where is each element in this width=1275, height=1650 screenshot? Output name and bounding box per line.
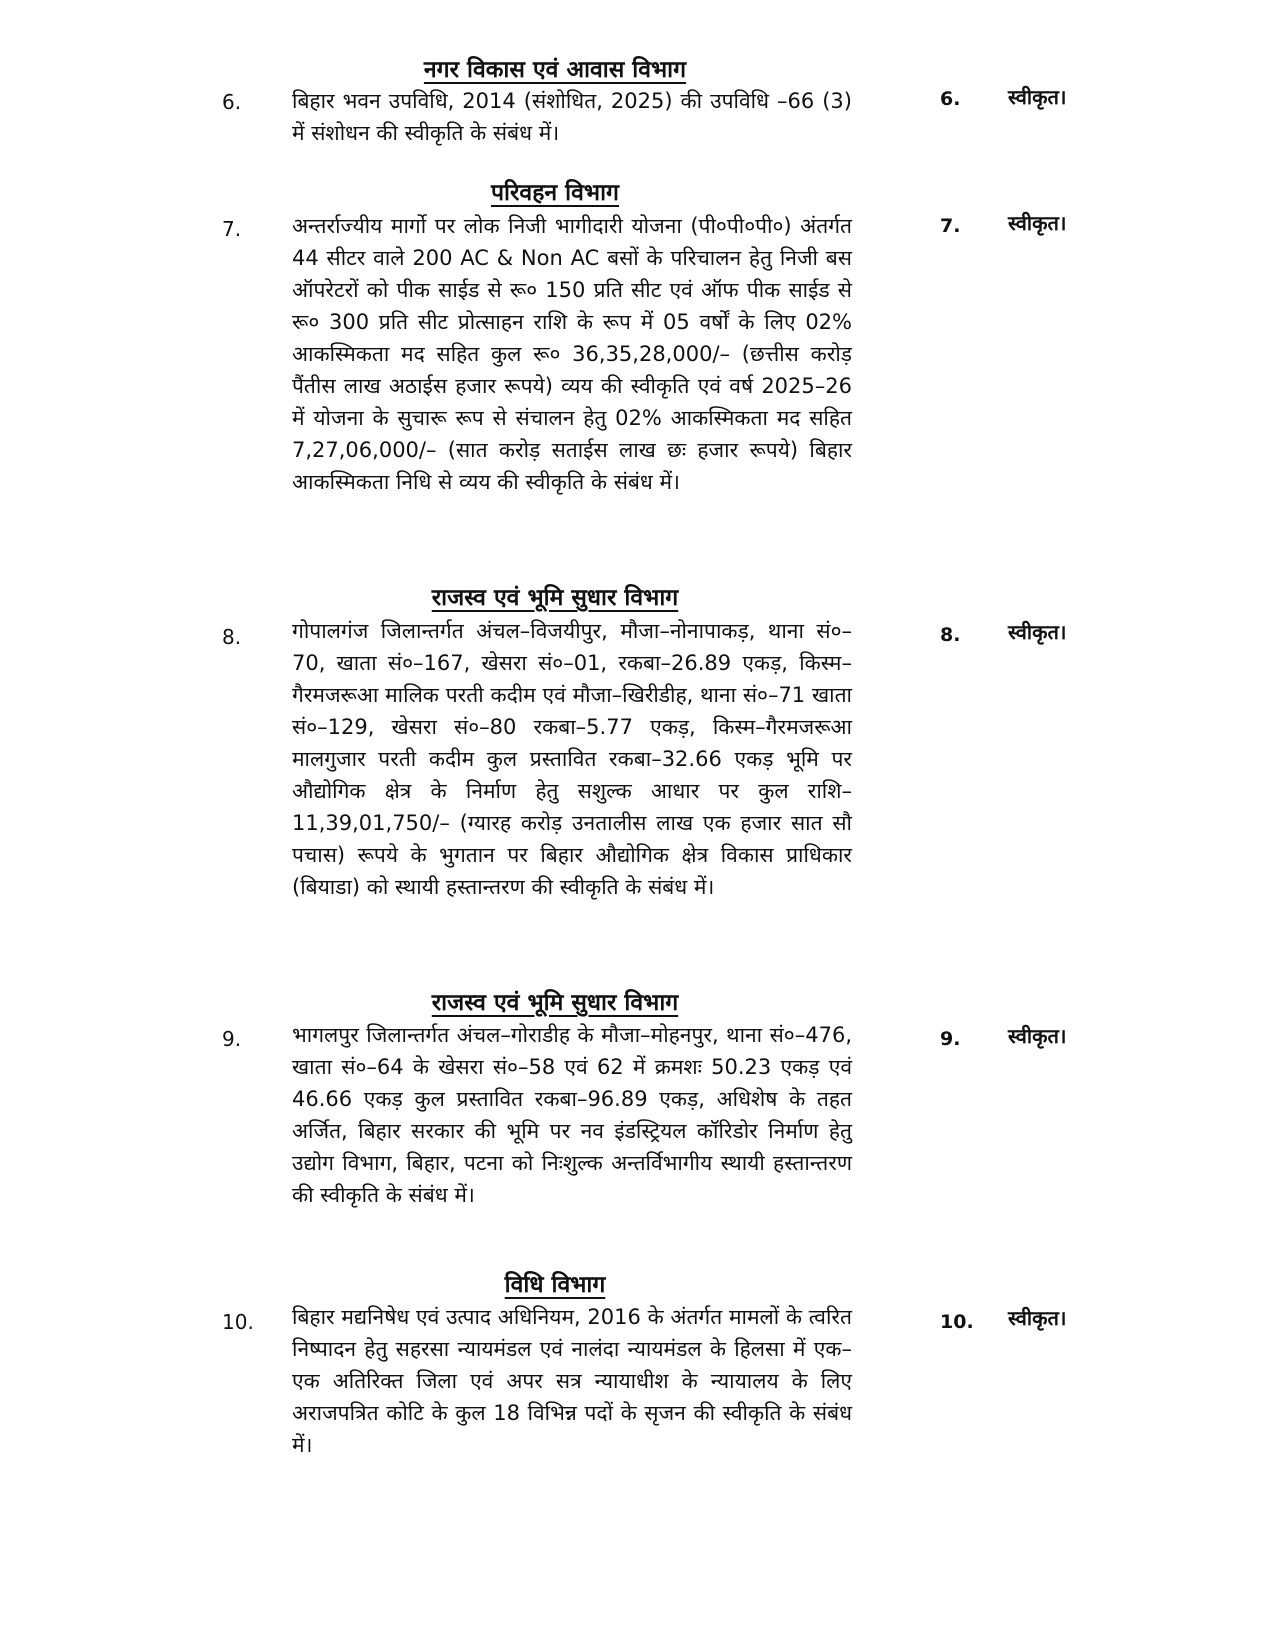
result-status-7: स्वीकृत। — [1008, 211, 1067, 235]
result-number-7: 7. — [940, 215, 961, 237]
result-status-6: स्वीकृत। — [1008, 85, 1067, 109]
department-heading-urban-development: नगर विकास एवं आवास विभाग — [423, 57, 687, 83]
item-text-7: अन्तर्राज्यीय मार्गो पर लोक निजी भागीदारी योजना (पी०पी०पी०) अंतर्गत 44 सीटर वाले 200 AC & Non AC बसों के परिचालन हेतु निजी बस ऑपरेटरों को पीक साईड से रू० 150 प्रति सीट एवं ऑफ पीक साईड से रू० 300 प्रति सीट प्रोत्साहन राशि के रूप में 05 वर्षों के लिए 02% आकस्मिकता मद सहित कुल रू० 36,35,28,000/– (छत्तीस करोड़ पैंतीस लाख अठाईस हजार रूपये) व्यय की स्वीकृति एवं वर्ष 2025–26 में योजना के सुचारू रूप से संचालन हेतु 02% आकस्मिकता मद सहित 7,27,06,000/– (सात करोड़ सताईस लाख छः हजार रूपये) बिहार आकस्मिकता निधि से व्यय की स्वीकृति के संबंध में। — [292, 214, 852, 494]
result-number-10: 10. — [940, 1311, 974, 1333]
item-text-8: गोपालगंज जिलान्तर्गत अंचल–विजयीपुर, मौजा–नोनापाकड़, थाना सं०–70, खाता सं०–167, खेसरा सं०–01, रकबा–26.89 एकड़, किस्म–गैरमजरूआ मालिक परती कदीम एवं मौजा–खिरीडीह, थाना सं०–71 खाता सं०–129, खेसरा सं०–80 रकबा–5.77 एकड़, किस्म–गैरमजरूआ मालगुजार परती कदीम कुल प्रस्तावित रकबा–32.66 एकड़ भूमि पर औद्योगिक क्षेत्र के निर्माण हेतु सशुल्क आधार पर कुल राशि–11,39,01,750/– (ग्यारह करोड़ उनतालीस लाख एक हजार सात सौ पचास) रूपये के भुगतान पर बिहार औद्योगिक क्षेत्र विकास प्राधिकार (बियाडा) को स्थायी हस्तान्तरण की स्वीकृति के संबंध में। — [292, 619, 852, 899]
item-serial-6: 6. — [222, 90, 242, 114]
result-number-6: 6. — [940, 88, 961, 110]
result-status-8: स्वीकृत। — [1008, 620, 1067, 644]
department-heading-law: विधि विभाग — [504, 1272, 606, 1298]
department-heading-transport: परिवहन विभाग — [490, 180, 620, 206]
item-serial-7: 7. — [222, 217, 242, 241]
department-heading-revenue-land-1: राजस्व एवं भूमि सुधार विभाग — [431, 585, 679, 611]
item-text-9: भागलपुर जिलान्तर्गत अंचल–गोराडीह के मौजा–मोहनपुर, थाना सं०–476, खाता सं०–64 के खेसरा सं०–58 एवं 62 में क्रमशः 50.23 एकड़ एवं 46.66 एकड़ कुल प्रस्तावित रकबा–96.89 एकड़, अधिशेष के तहत अर्जित, बिहार सरकार की भूमि पर नव इंडस्ट्रियल कॉरिडोर निर्माण हेतु उद्योग विभाग, बिहार, पटना को निःशुल्क अन्तर्विभागीय स्थायी हस्तान्तरण की स्वीकृति के संबंध में। — [292, 1023, 852, 1207]
item-serial-8: 8. — [222, 625, 242, 649]
item-text-10: बिहार मद्यनिषेध एवं उत्पाद अधिनियम, 2016 के अंतर्गत मामलों के त्वरित निष्पादन हेतु सहरसा न्यायमंडल एवं नालंदा न्यायमंडल के हिलसा में एक–एक अतिरिक्त जिला एवं अपर सत्र न्यायाधीश के न्यायालय के लिए अराजपत्रित कोटि के कुल 18 विभिन्न पदों के सृजन की स्वीकृति के संबंध में। — [292, 1305, 852, 1457]
item-text-6: बिहार भवन उपविधि, 2014 (संशोधित, 2025) की उपविधि –66 (3) में संशोधन की स्वीकृति के संबंध में। — [292, 89, 852, 145]
result-number-9: 9. — [940, 1028, 961, 1050]
item-serial-10: 10. — [222, 1310, 254, 1334]
result-status-10: स्वीकृत। — [1008, 1306, 1067, 1330]
result-status-9: स्वीकृत। — [1008, 1024, 1067, 1048]
department-heading-revenue-land-2: राजस्व एवं भूमि सुधार विभाग — [431, 990, 679, 1016]
result-number-8: 8. — [940, 624, 961, 646]
item-serial-9: 9. — [222, 1027, 242, 1051]
